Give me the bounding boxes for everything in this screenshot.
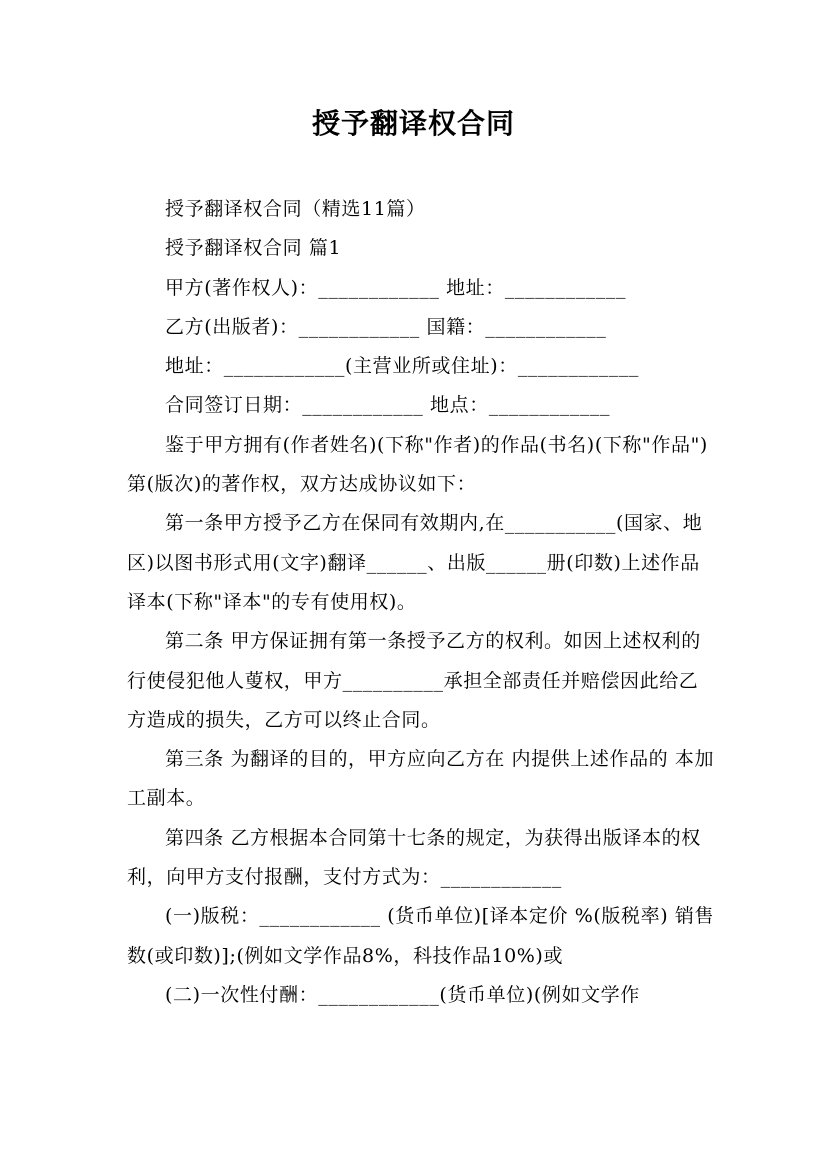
paragraph: 第四条 乙方根据本合同第十七条的规定，为获得出版译本的权利，向甲方支付报酬，支付方式为：____________ — [127, 826, 701, 889]
paragraph: 合同签订日期：____________ 地点：____________ — [165, 394, 611, 417]
document-title: 授予翻译权合同 — [311, 107, 515, 140]
paragraph: 地址：____________(主营业所或住址)：____________ — [165, 355, 640, 378]
document-body — [127, 190, 717, 1015]
paragraph: 第三条 为翻译的目的，甲方应向乙方在 内提供上述作品的 本加工副本。 — [127, 748, 715, 810]
paragraph: 第一条甲方授予乙方在保同有效期内,在___________(国家、地区)以图书形式用(文字)翻译______、出版______册(印数)上述作品译本(下称"译本"的专有使用权)。 — [127, 512, 703, 613]
paragraph: 鉴于甲方拥有(作者姓名)(下称"作者)的作品(书名)(下称"作品")第(版次)的著作权，双方达成协议如下： — [127, 433, 708, 496]
paragraph: 第二条 甲方保证拥有第一条授予乙方的权利。如因上述权利的行使侵犯他人蓃权，甲方__________承担全部责任并赔偿因此给乙方造成的损失，乙方可以终止合同。 — [127, 630, 701, 731]
paragraph: 甲方(著作权人)：____________ 地址：____________ — [165, 276, 627, 299]
paragraph: (二)一次性付酬：____________(货币单位)(例如文学作 — [165, 983, 640, 1006]
paragraph: (一)版税：____________ (货币单位)[译本定价 %(版税率) 销售数(或印数)];(例如文学作品8%，科技作品10%)或 — [127, 905, 715, 967]
paragraph: 授予翻译权合同（精选11篇） — [165, 198, 426, 220]
paragraph: 乙方(出版者)：____________ 国籍：____________ — [165, 315, 607, 338]
paragraph: 授予翻译权合同 篇1 — [165, 237, 342, 260]
